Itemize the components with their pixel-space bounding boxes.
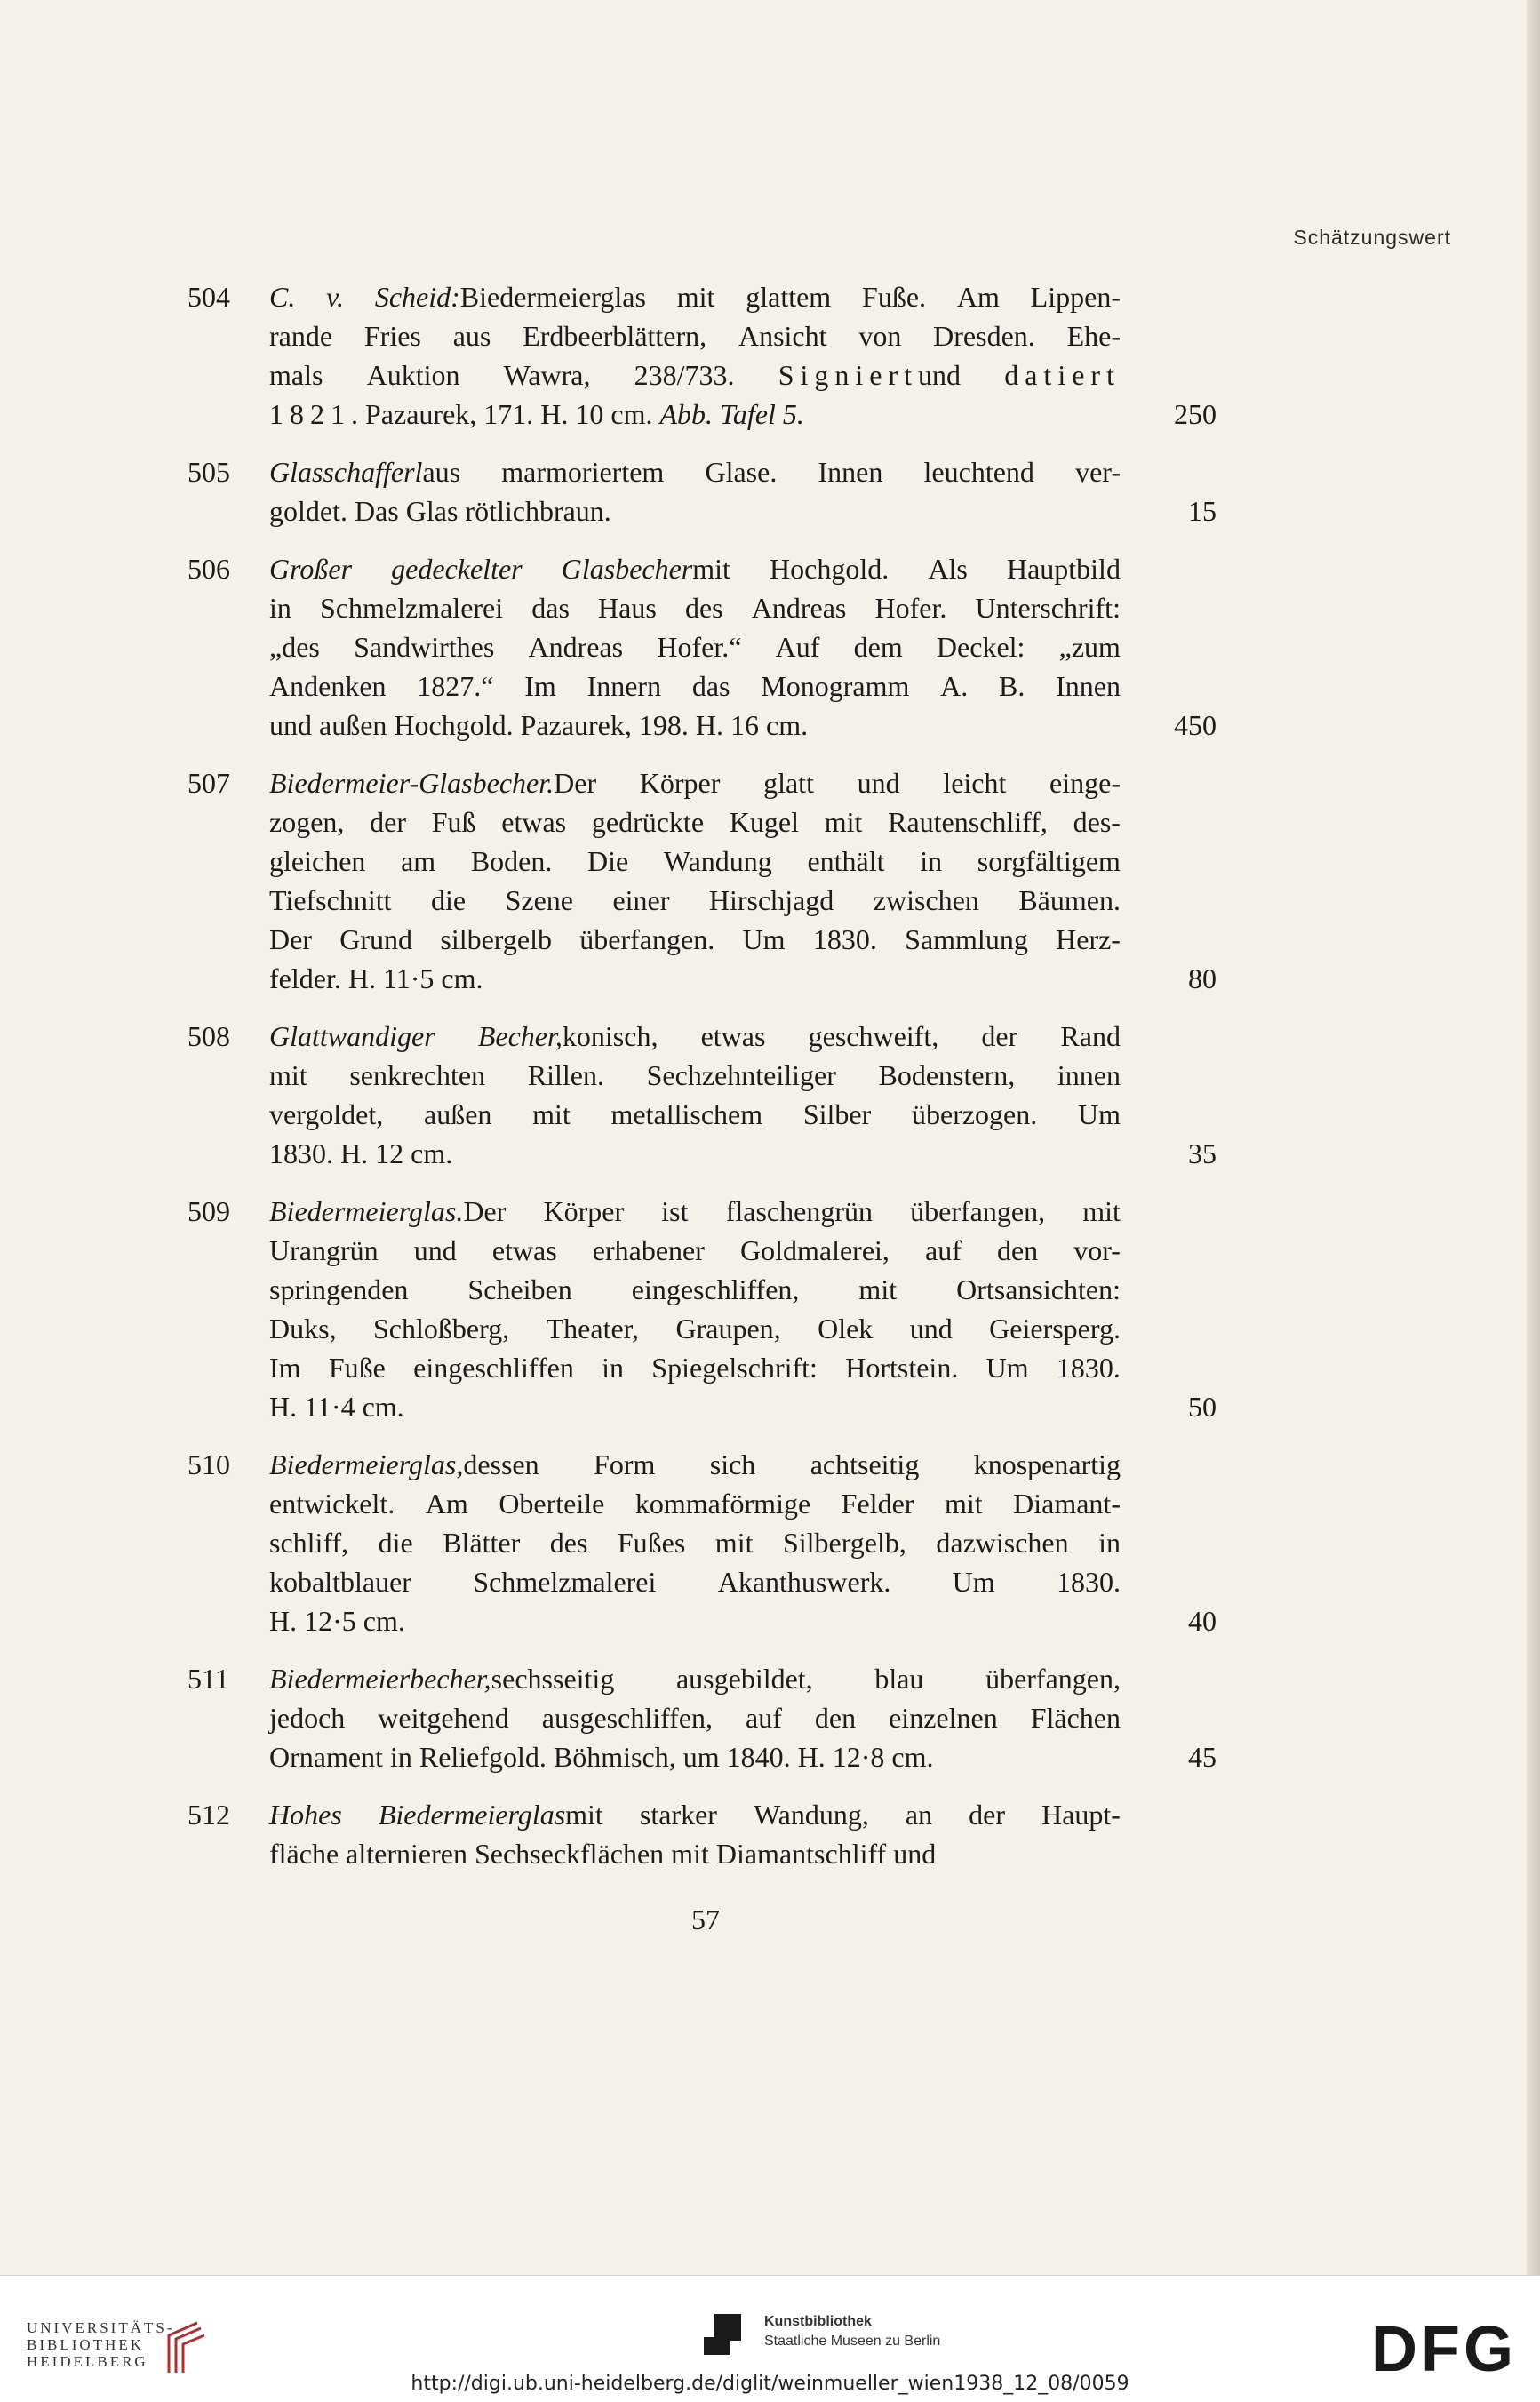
word: den [814, 1702, 857, 1734]
description-line [269, 1387, 1121, 1426]
ub-logo-line-1: UNIVERSITÄTS- [27, 2319, 175, 2336]
word: Hohes [269, 1799, 342, 1831]
word: Oberteile [499, 1488, 605, 1520]
word: kobaltblauer [269, 1566, 411, 1598]
description-line [269, 395, 1121, 434]
word: Wandung [663, 845, 772, 877]
word: Grund [339, 923, 413, 955]
description-line [269, 1523, 1121, 1562]
word: Deckel: [936, 631, 1025, 663]
word: Innen [818, 456, 883, 488]
lot-description [269, 763, 1121, 998]
word: Unterschrift: [975, 592, 1121, 624]
word: marmoriertem [501, 456, 665, 488]
word: etwas [491, 1234, 557, 1266]
word: starker [639, 1799, 717, 1831]
word: Geiersperg. [989, 1313, 1121, 1345]
word: Andreas [528, 631, 624, 663]
word: in [602, 1352, 624, 1384]
word: ist [661, 1195, 689, 1227]
word: leicht [943, 767, 1007, 799]
word: weitgehend [378, 1702, 509, 1734]
word: und [909, 1313, 953, 1345]
word: Dresden. [933, 320, 1035, 352]
column-header-estimate: Schätzungswert [1293, 226, 1451, 249]
word: glatt [763, 767, 814, 799]
dfg-logo[interactable]: DFG [1371, 2314, 1517, 2385]
word: sorgfältigem [977, 845, 1121, 877]
word: zogen, [269, 806, 345, 838]
description-line [269, 491, 1121, 531]
text-run: H. 11·4 cm. [269, 1391, 404, 1423]
word: Diamant- [1013, 1488, 1121, 1520]
word: Als [928, 553, 968, 585]
catalog-entry [0, 1445, 1540, 1640]
lot-description [269, 452, 1121, 531]
description-line [269, 1834, 1121, 1873]
word: Wawra, [503, 359, 591, 391]
word: knospenartig [973, 1448, 1121, 1480]
catalog-entry [0, 763, 1540, 998]
estimate-value: 50 [1188, 1391, 1217, 1423]
word: einzelnen [889, 1702, 998, 1734]
catalog-entry [0, 549, 1540, 745]
word: die [430, 884, 467, 916]
word: leuchtend [923, 456, 1034, 488]
word: Um [985, 1352, 1029, 1384]
word: glattem [746, 281, 832, 313]
word: Duks, [269, 1313, 337, 1345]
estimate-value: 15 [1188, 495, 1217, 527]
word: am [401, 845, 436, 877]
word: dem [853, 631, 903, 663]
word: 1830. [1057, 1566, 1121, 1598]
word: Scheiben [467, 1273, 572, 1305]
description-line [269, 1017, 1121, 1056]
word: des [684, 592, 723, 624]
estimate-value: 450 [1174, 709, 1217, 741]
kunstbibliothek-text [764, 2312, 940, 2351]
word: Fuße [328, 1352, 386, 1384]
lot-description [269, 1192, 1121, 1426]
word: Glasschafferlaus [269, 456, 461, 488]
description-line [269, 549, 1121, 588]
description-line [269, 1737, 1121, 1776]
word: Olek [818, 1313, 874, 1345]
word: überfangen, [985, 1663, 1121, 1695]
estimate-value: 40 [1188, 1605, 1217, 1637]
word: Rautenschliff, [888, 806, 1048, 838]
word: die [378, 1527, 413, 1559]
word: Im [524, 670, 556, 702]
word: Glase. [705, 456, 778, 488]
word: 238/733. [634, 359, 735, 391]
description-line [269, 1348, 1121, 1387]
word: Ehe- [1066, 320, 1121, 352]
description-line [269, 277, 1121, 316]
word: Lippen- [1030, 281, 1121, 313]
text-run: Ornament in Reliefgold. Böhmisch, um 1840. H. 12·8 cm. [269, 1741, 934, 1773]
text-run: 1830. H. 12 cm. [269, 1137, 453, 1169]
catalog-entry [0, 277, 1540, 434]
description-line [269, 588, 1121, 627]
lot-description [269, 1795, 1121, 1873]
description-line [269, 1095, 1121, 1134]
kunstbibliothek-logo[interactable] [702, 2310, 941, 2363]
word: 1830. [1056, 1352, 1121, 1384]
word: dazwischen [936, 1527, 1069, 1559]
estimate-value: 35 [1188, 1137, 1217, 1169]
word: eingeschliffen, [631, 1273, 800, 1305]
word: Haupt- [1041, 1799, 1121, 1831]
word: mit [1082, 1195, 1121, 1227]
description-line [269, 1309, 1121, 1348]
lot-description [269, 1659, 1121, 1776]
description-line [269, 627, 1121, 666]
word: Akanthuswerk. [717, 1566, 891, 1598]
word: mit [676, 281, 715, 313]
word: enthält [807, 845, 885, 877]
lot-number: 509 [188, 1195, 230, 1227]
lot-number: 505 [188, 456, 230, 488]
word: überzogen. [911, 1098, 1038, 1130]
word: 1830. [812, 923, 877, 955]
word: mit [532, 1098, 571, 1130]
lot-number: 511 [188, 1663, 229, 1695]
word: achtseitig [810, 1448, 920, 1480]
permalink-url[interactable]: http://digi.ub.uni-heidelberg.de/diglit/weinmueller_wien1938_12_08/0059 [411, 2373, 1129, 2395]
word: Hauptbild [1006, 553, 1121, 585]
word: Innern [586, 670, 662, 702]
word: Herz- [1056, 923, 1121, 955]
word: Flächen [1030, 1702, 1121, 1734]
word: gleichen [269, 845, 366, 877]
word: senkrechten [349, 1059, 486, 1091]
word: Boden. [470, 845, 553, 877]
word: Schloßberg, [373, 1313, 510, 1345]
word: schliff, [269, 1527, 349, 1559]
word: Am [425, 1488, 468, 1520]
lot-number: 506 [188, 553, 230, 585]
word: Kugel [729, 806, 799, 838]
description-line [269, 1134, 1121, 1173]
text-run: fläche alternieren Sechseckflächen mit Diamantschliff und [269, 1838, 937, 1870]
word: ausgeschliffen, [541, 1702, 714, 1734]
description-line [269, 1484, 1121, 1523]
word: auf [925, 1234, 962, 1266]
word: Glasbechermit [561, 553, 730, 585]
description-line [269, 1698, 1121, 1737]
word: mit [714, 1527, 754, 1559]
lot-description [269, 277, 1121, 434]
text-run: goldet. Das Glas rötlichbraun. [269, 495, 611, 527]
word: Felder [841, 1488, 914, 1520]
word: Andenken [269, 670, 387, 702]
word: der [370, 806, 406, 838]
catalog-entry [0, 452, 1540, 531]
word: Andreas [751, 592, 847, 624]
description-line [269, 763, 1121, 802]
word: flaschengrün [725, 1195, 873, 1227]
word: mit [858, 1273, 898, 1305]
word: Signiertund [778, 359, 962, 391]
word: Sammlung [905, 923, 1028, 955]
word: Fries [363, 320, 421, 352]
word: Bodenstern, [878, 1059, 1016, 1091]
word: Tiefschnitt [269, 884, 392, 916]
description-line [269, 1231, 1121, 1270]
word: Hofer.“ [657, 631, 742, 663]
lot-description [269, 549, 1121, 745]
word: Körper [543, 1195, 625, 1227]
word: datiert [1004, 359, 1121, 391]
description-line [269, 1795, 1121, 1834]
word: vor- [1073, 1234, 1121, 1266]
word: in [269, 592, 291, 624]
description-line [269, 452, 1121, 491]
word: ver- [1075, 456, 1121, 488]
description-line [269, 920, 1121, 959]
word: Am [956, 281, 1000, 313]
description-line [269, 1659, 1121, 1698]
word: A. [940, 670, 969, 702]
lot-description [269, 1017, 1121, 1173]
description-line [269, 316, 1121, 355]
word: auf [746, 1702, 782, 1734]
word: Fußes [617, 1527, 686, 1559]
text-run: . Pazaurek, 171. H. 10 cm. [351, 398, 660, 430]
description-line [269, 1601, 1121, 1640]
word: Im [269, 1352, 301, 1384]
word: Ortsansichten: [956, 1273, 1121, 1305]
word: Großer [269, 553, 353, 585]
word: Silbergelb, [782, 1527, 906, 1559]
word: Rand [1060, 1020, 1121, 1052]
word: Goldmalerei, [739, 1234, 890, 1266]
word: Biedermeier-Glasbecher.Der [269, 767, 597, 799]
catalog-entries [0, 277, 1540, 1892]
description-line [269, 1562, 1121, 1601]
text-run: Abb. Tafel 5. [659, 398, 804, 430]
kunstbibliothek-emblem-icon [702, 2310, 755, 2358]
word: sich [709, 1448, 756, 1480]
catalog-entry [0, 1192, 1540, 1426]
word: und [857, 767, 900, 799]
word: Sandwirthes [354, 631, 495, 663]
description-line [269, 1192, 1121, 1231]
word: ausgebildet, [675, 1663, 813, 1695]
word: Bäumen. [1018, 884, 1121, 916]
text-run: 1821 [269, 398, 351, 430]
description-line [269, 959, 1121, 998]
word: gedrückte [591, 806, 705, 838]
word: in [920, 845, 943, 877]
catalog-entry [0, 1795, 1540, 1873]
description-line [269, 1445, 1121, 1484]
word: 1827.“ [417, 670, 494, 702]
word: mit [269, 1059, 307, 1091]
word: Auf [775, 631, 820, 663]
word: v. [326, 281, 344, 313]
word: Auktion [366, 359, 460, 391]
word: überfangen, [910, 1195, 1046, 1227]
word: etwas [700, 1020, 766, 1052]
word: Schmelzmalerei [473, 1566, 657, 1598]
ub-emblem-icon [160, 2319, 213, 2376]
lot-number: 507 [188, 767, 230, 799]
word: Hortstein. [845, 1352, 959, 1384]
word: Erdbeerblättern, [523, 320, 707, 352]
word: „des [269, 631, 320, 663]
description-line [269, 1270, 1121, 1309]
word: Hochgold. [770, 553, 890, 585]
description-line [269, 706, 1121, 745]
text-run: und außen Hochgold. Pazaurek, 198. H. 16 cm. [269, 709, 809, 741]
description-line [269, 1056, 1121, 1095]
word: Hofer. [874, 592, 947, 624]
word: das [691, 670, 730, 702]
word: rande [269, 320, 333, 352]
word: Biedermeierglas.Der [269, 1195, 507, 1227]
word: mit [824, 806, 863, 838]
word: einge- [1049, 767, 1121, 799]
word: an [905, 1799, 933, 1831]
word: entwickelt. [269, 1488, 395, 1520]
word: Spiegelschrift: [651, 1352, 818, 1384]
word: überfangen. [579, 923, 715, 955]
word: außen [423, 1098, 492, 1130]
word: Fuße. [862, 281, 927, 313]
word: Um [952, 1566, 995, 1598]
word: Hirschjagd [708, 884, 834, 916]
word: Um [1077, 1098, 1121, 1130]
word: Glattwandiger [269, 1020, 435, 1052]
word: Theater, [546, 1313, 640, 1345]
word: Biedermeierbecher,sechsseitig [269, 1663, 615, 1695]
lot-number: 504 [188, 281, 230, 313]
word: erhabener [592, 1234, 705, 1266]
text-run: H. 12·5 cm. [269, 1605, 405, 1637]
word: Szene [505, 884, 573, 916]
kb-title: Kunstbibliothek [764, 2314, 872, 2329]
page-number: 57 [691, 1903, 720, 1935]
lot-number: 508 [188, 1020, 230, 1052]
word: Wandung, [754, 1799, 869, 1831]
estimate-value: 45 [1188, 1741, 1217, 1773]
word: blau [874, 1663, 924, 1695]
word: Um [742, 923, 786, 955]
word: aus [452, 320, 491, 352]
word: mit [944, 1488, 983, 1520]
description-line [269, 881, 1121, 920]
estimate-value: 250 [1174, 398, 1217, 430]
word: den [996, 1234, 1039, 1266]
word: metallischem [610, 1098, 763, 1130]
word: Haus [598, 592, 657, 624]
word: Silber [802, 1098, 872, 1130]
word: Rillen. [527, 1059, 604, 1091]
ub-logo-text [27, 2319, 175, 2370]
word: das [531, 592, 570, 624]
word: gedeckelter [391, 553, 523, 585]
word: geschweift, [808, 1020, 939, 1052]
description-line [269, 355, 1121, 395]
word: innen [1057, 1059, 1121, 1091]
word: C. [269, 281, 296, 313]
lot-number: 512 [188, 1799, 230, 1831]
description-line [269, 842, 1121, 881]
word: Der [269, 923, 312, 955]
catalog-entry [0, 1017, 1540, 1173]
description-line [269, 802, 1121, 842]
catalog-entry [0, 1659, 1540, 1776]
word: Monogramm [761, 670, 910, 702]
word: Scheid:Biedermeierglas [374, 281, 646, 313]
word: Die [587, 845, 629, 877]
kb-subtitle: Staatliche Museen zu Berlin [764, 2334, 941, 2349]
word: B. [999, 670, 1025, 702]
lot-number: 510 [188, 1448, 230, 1480]
word: Sechzehnteiliger [646, 1059, 836, 1091]
word: Innen [1056, 670, 1121, 702]
word: jedoch [269, 1702, 346, 1734]
word: Becher,konisch, [477, 1020, 658, 1052]
word: in [1098, 1527, 1121, 1559]
word: des [549, 1527, 588, 1559]
word: der [969, 1799, 1006, 1831]
word: Blätter [443, 1527, 521, 1559]
word: Fuß [431, 806, 476, 838]
word: silbergelb [440, 923, 552, 955]
word: einer [612, 884, 670, 916]
word: vergoldet, [269, 1098, 384, 1130]
word: etwas [501, 806, 567, 838]
word: mals [269, 359, 323, 391]
word: Körper [639, 767, 721, 799]
word: von [858, 320, 902, 352]
word: eingeschliffen [413, 1352, 574, 1384]
word: kommaförmige [634, 1488, 811, 1520]
word: Schmelzmalerei [320, 592, 504, 624]
word: des- [1073, 806, 1121, 838]
word: der [981, 1020, 1018, 1052]
word: Biedermeierglas,dessen [269, 1448, 539, 1480]
word: „zum [1058, 631, 1121, 663]
word: Form [594, 1448, 656, 1480]
word: Biedermeierglasmit [378, 1799, 603, 1831]
lot-description [269, 1445, 1121, 1640]
word: Ansicht [738, 320, 827, 352]
text-run: felder. H. 11·5 cm. [269, 962, 483, 994]
description-line [269, 666, 1121, 706]
word: springenden [269, 1273, 409, 1305]
word: Graupen, [675, 1313, 781, 1345]
ub-logo-line-3: HEIDELBERG [27, 2353, 148, 2370]
ub-logo-line-2: BIBLIOTHEK [27, 2336, 144, 2353]
word: und [413, 1234, 457, 1266]
estimate-value: 80 [1188, 962, 1217, 994]
word: zwischen [873, 884, 979, 916]
word: Urangrün [269, 1234, 379, 1266]
